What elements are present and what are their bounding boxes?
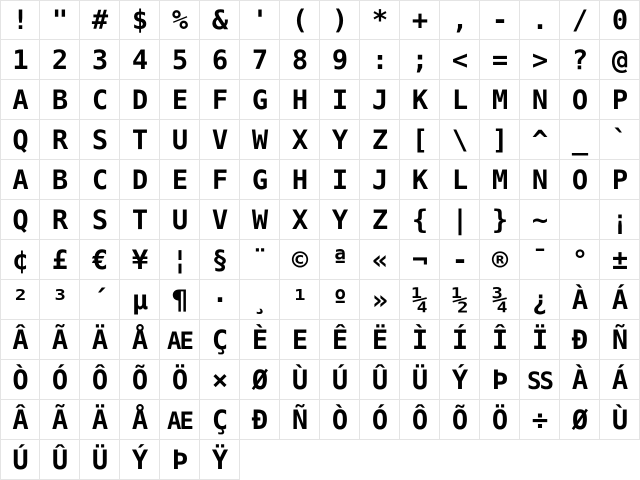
glyph-cell: A (0, 80, 40, 120)
glyph-cell: | (440, 200, 480, 240)
glyph-cell: A (0, 160, 40, 200)
glyph-cell: Ó (40, 360, 80, 400)
glyph-row (0, 440, 640, 480)
glyph-cell: Ø (240, 360, 280, 400)
glyph-cell: Ý (120, 440, 160, 480)
glyph-cell: » (360, 280, 400, 320)
glyph-cell: Z (360, 120, 400, 160)
glyph-cell: Ÿ (200, 440, 240, 480)
glyph-cell: Ú (320, 360, 360, 400)
glyph-cell: X (280, 200, 320, 240)
glyph-cell: : (360, 40, 400, 80)
glyph-cell: ? (560, 40, 600, 80)
glyph-cell: ¡ (600, 200, 640, 240)
glyph-cell: Ð (560, 320, 600, 360)
glyph-cell: × (200, 360, 240, 400)
glyph-cell: Õ (440, 400, 480, 440)
glyph-cell: K (400, 160, 440, 200)
glyph-cell: ' (240, 0, 280, 40)
glyph-cell: ÷ (520, 400, 560, 440)
glyph-cell: ) (320, 0, 360, 40)
glyph-cell: R (40, 200, 80, 240)
glyph-cell: O (560, 80, 600, 120)
glyph-cell: ~ (520, 200, 560, 240)
glyph-cell: M (480, 160, 520, 200)
glyph-cell: C (80, 80, 120, 120)
glyph-cell: Ð (240, 400, 280, 440)
glyph-cell: ¨ (240, 240, 280, 280)
glyph-cell: 1 (0, 40, 40, 80)
glyph-cell: ° (560, 240, 600, 280)
glyph-cell: Y (320, 120, 360, 160)
glyph-row (0, 80, 640, 120)
glyph-cell: ¾ (480, 280, 520, 320)
glyph-row (0, 40, 640, 80)
glyph-cell: ¯ (520, 240, 560, 280)
glyph-cell: , (440, 0, 480, 40)
glyph-cell: H (280, 160, 320, 200)
glyph-cell: 0 (600, 0, 640, 40)
glyph-cell: > (520, 40, 560, 80)
glyph-cell: Á (600, 360, 640, 400)
glyph-cell (560, 200, 600, 240)
glyph-cell: Ö (480, 400, 520, 440)
glyph-cell: ^ (520, 120, 560, 160)
glyph-row (0, 120, 640, 160)
glyph-cell: Â (0, 320, 40, 360)
glyph-cell: 8 (280, 40, 320, 80)
glyph-cell: H (280, 80, 320, 120)
glyph-cell: Û (360, 360, 400, 400)
glyph-cell: AE (160, 400, 200, 440)
glyph-cell: W (240, 200, 280, 240)
glyph-cell: = (480, 40, 520, 80)
glyph-cell: ` (600, 120, 640, 160)
glyph-cell: R (40, 120, 80, 160)
glyph-cell: Þ (160, 440, 200, 480)
glyph-row (0, 400, 640, 440)
glyph-cell: ² (0, 280, 40, 320)
glyph-cell: 2 (40, 40, 80, 80)
glyph-cell: £ (40, 240, 80, 280)
glyph-cell: Q (0, 120, 40, 160)
glyph-row (0, 320, 640, 360)
glyph-cell: Ë (360, 320, 400, 360)
glyph-cell: Ô (80, 360, 120, 400)
glyph-cell: [ (400, 120, 440, 160)
glyph-row (0, 360, 640, 400)
glyph-cell: K (400, 80, 440, 120)
glyph-cell: & (200, 0, 240, 40)
glyph-cell: N (520, 80, 560, 120)
glyph-cell: Ä (80, 320, 120, 360)
glyph-cell: « (360, 240, 400, 280)
glyph-cell: 6 (200, 40, 240, 80)
glyph-row (0, 200, 640, 240)
glyph-cell: Ñ (280, 400, 320, 440)
glyph-cell: - (480, 0, 520, 40)
glyph-cell: Q (0, 200, 40, 240)
glyph-cell: B (40, 160, 80, 200)
glyph-cell: Ô (400, 400, 440, 440)
glyph-cell: ¥ (120, 240, 160, 280)
glyph-cell: J (360, 80, 400, 120)
glyph-cell: C (80, 160, 120, 200)
glyph-cell: Ã (40, 400, 80, 440)
glyph-row (0, 240, 640, 280)
glyph-cell: Ö (160, 360, 200, 400)
glyph-cell: S (80, 120, 120, 160)
glyph-cell: Z (360, 200, 400, 240)
glyph-cell: ! (0, 0, 40, 40)
glyph-cell: ´ (80, 280, 120, 320)
glyph-cell: { (400, 200, 440, 240)
glyph-cell: - (440, 240, 480, 280)
glyph-cell: ¹ (280, 280, 320, 320)
glyph-cell: Î (480, 320, 520, 360)
glyph-cell: 5 (160, 40, 200, 80)
glyph-cell: * (360, 0, 400, 40)
glyph-row (0, 160, 640, 200)
glyph-cell: ª (320, 240, 360, 280)
glyph-cell: G (240, 160, 280, 200)
glyph-cell: ¢ (0, 240, 40, 280)
glyph-cell: V (200, 120, 240, 160)
glyph-cell: ½ (440, 280, 480, 320)
glyph-cell: ( (280, 0, 320, 40)
glyph-cell: \ (440, 120, 480, 160)
glyph-row (0, 0, 640, 40)
glyph-cell: AE (160, 320, 200, 360)
glyph-cell: G (240, 80, 280, 120)
glyph-cell: ® (480, 240, 520, 280)
glyph-cell: Þ (480, 360, 520, 400)
glyph-cell: B (40, 80, 80, 120)
glyph-cell: Y (320, 200, 360, 240)
glyph-cell: ¸ (240, 280, 280, 320)
glyph-cell: º (320, 280, 360, 320)
glyph-cell: À (560, 360, 600, 400)
glyph-cell: Å (120, 400, 160, 440)
glyph-cell: N (520, 160, 560, 200)
glyph-cell: < (440, 40, 480, 80)
glyph-cell: Û (40, 440, 80, 480)
glyph-cell: ; (400, 40, 440, 80)
glyph-cell: € (80, 240, 120, 280)
glyph-cell: Ò (0, 360, 40, 400)
glyph-cell: @ (600, 40, 640, 80)
glyph-cell: 3 (80, 40, 120, 80)
glyph-cell: D (120, 160, 160, 200)
glyph-cell: Ü (80, 440, 120, 480)
glyph-cell: / (560, 0, 600, 40)
glyph-cell: ¼ (400, 280, 440, 320)
glyph-cell: Õ (120, 360, 160, 400)
glyph-cell: Ú (0, 440, 40, 480)
glyph-cell: · (200, 280, 240, 320)
glyph-cell: ³ (40, 280, 80, 320)
glyph-cell: 7 (240, 40, 280, 80)
glyph-cell: _ (560, 120, 600, 160)
glyph-cell: $ (120, 0, 160, 40)
glyph-cell: % (160, 0, 200, 40)
glyph-cell: T (120, 120, 160, 160)
glyph-cell: W (240, 120, 280, 160)
glyph-cell: Ñ (600, 320, 640, 360)
glyph-cell: L (440, 160, 480, 200)
glyph-cell: ¬ (400, 240, 440, 280)
glyph-cell: ¿ (520, 280, 560, 320)
glyph-cell: X (280, 120, 320, 160)
glyph-cell: Ù (280, 360, 320, 400)
glyph-cell: Ï (520, 320, 560, 360)
glyph-cell: T (120, 200, 160, 240)
glyph-cell: I (320, 160, 360, 200)
glyph-cell: SS (520, 360, 560, 400)
glyph-cell: E (160, 160, 200, 200)
glyph-cell: E (280, 320, 320, 360)
glyph-cell: L (440, 80, 480, 120)
glyph-cell: Í (440, 320, 480, 360)
glyph-cell: F (200, 80, 240, 120)
glyph-cell: Ó (360, 400, 400, 440)
glyph-cell: Ã (40, 320, 80, 360)
glyph-cell: " (40, 0, 80, 40)
glyph-cell: Ê (320, 320, 360, 360)
glyph-cell: + (400, 0, 440, 40)
glyph-cell: U (160, 200, 200, 240)
glyph-cell: Á (600, 280, 640, 320)
glyph-cell: Ä (80, 400, 120, 440)
glyph-cell: D (120, 80, 160, 120)
glyph-cell: O (560, 160, 600, 200)
glyph-cell: P (600, 160, 640, 200)
glyph-cell: J (360, 160, 400, 200)
glyph-cell: ¶ (160, 280, 200, 320)
glyph-cell: Â (0, 400, 40, 440)
glyph-cell: Ç (200, 320, 240, 360)
glyph-cell: S (80, 200, 120, 240)
glyph-cell: 9 (320, 40, 360, 80)
glyph-cell: Ò (320, 400, 360, 440)
glyph-cell: U (160, 120, 200, 160)
glyph-cell: Ì (400, 320, 440, 360)
glyph-cell: P (600, 80, 640, 120)
glyph-cell: À (560, 280, 600, 320)
glyph-cell: ¦ (160, 240, 200, 280)
glyph-cell: Ü (400, 360, 440, 400)
glyph-cell: . (520, 0, 560, 40)
glyph-cell: Ý (440, 360, 480, 400)
glyph-cell: Å (120, 320, 160, 360)
glyph-cell: Ø (560, 400, 600, 440)
glyph-cell: µ (120, 280, 160, 320)
glyph-cell: 4 (120, 40, 160, 80)
glyph-cell: Ù (600, 400, 640, 440)
glyph-cell: I (320, 80, 360, 120)
glyph-cell: E (160, 80, 200, 120)
glyph-cell: V (200, 200, 240, 240)
glyph-cell: È (240, 320, 280, 360)
glyph-cell: © (280, 240, 320, 280)
glyph-cell: # (80, 0, 120, 40)
glyph-cell: ± (600, 240, 640, 280)
glyph-cell: ] (480, 120, 520, 160)
glyph-cell: F (200, 160, 240, 200)
glyph-cell: Ç (200, 400, 240, 440)
glyph-cell: § (200, 240, 240, 280)
glyph-row (0, 280, 640, 320)
glyph-cell: } (480, 200, 520, 240)
glyph-cell: M (480, 80, 520, 120)
